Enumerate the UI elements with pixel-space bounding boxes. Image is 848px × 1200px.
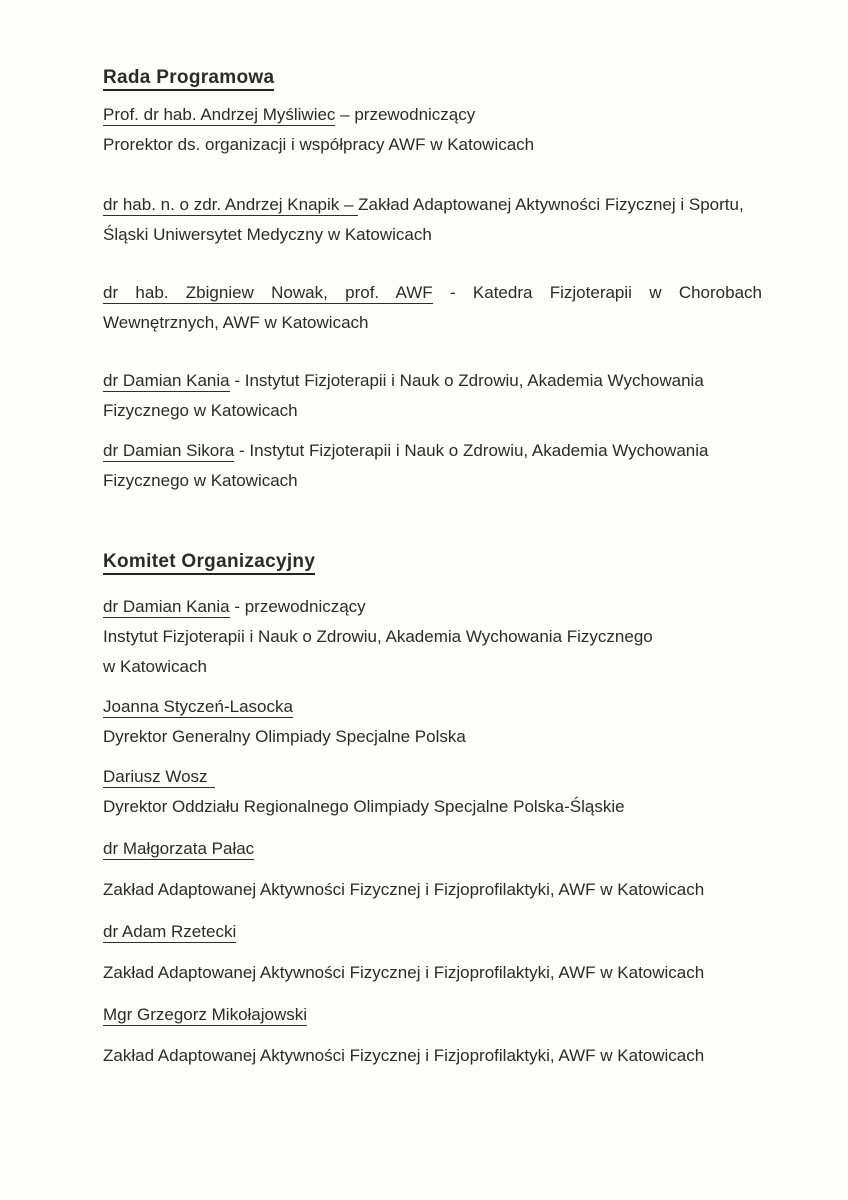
member-entry [103, 917, 762, 988]
text-line [103, 622, 762, 652]
member-role: Dyrektor Generalny Olimpiady Specjalne Polska [103, 727, 466, 746]
text-line [103, 100, 762, 130]
member-name: dr Adam Rzetecki [103, 922, 237, 941]
member-affiliation: Zakład Adaptowanej Aktywności Fizycznej i Fizjoprofilaktyki, AWF w Katowicach [103, 1046, 705, 1065]
text-line [103, 220, 762, 250]
section-heading-rada-programowa [103, 64, 762, 92]
member-affiliation: Śląski Uniwersytet Medyczny w Katowicach [103, 225, 432, 244]
member-name: dr Damian Kania [103, 597, 230, 616]
member-affiliation: Instytut Fizjoterapii i Nauk o Zdrowiu, Akademia Wychowania Fizycznego [103, 627, 653, 646]
member-entry [103, 366, 762, 426]
member-name: dr Damian Kania [103, 371, 230, 390]
member-name: Joanna Styczeń-Lasocka [103, 697, 293, 716]
member-name: dr Małgorzata Pałac [103, 839, 255, 858]
text-line [103, 792, 762, 822]
member-entry [103, 834, 762, 905]
text-line [103, 396, 762, 426]
member-entry [103, 762, 762, 822]
member-name: dr hab. n. o zdr. Andrzej Knapik – [103, 195, 359, 214]
text-line [103, 958, 762, 988]
text-line [103, 366, 762, 396]
text-line [103, 308, 762, 338]
member-name: Mgr Grzegorz Mikołajowski [103, 1005, 308, 1024]
member-entry [103, 436, 762, 496]
member-entry [103, 1000, 762, 1071]
member-name: Dariusz Wosz [103, 767, 215, 788]
text-line [103, 190, 762, 220]
member-affiliation: Zakład Adaptowanej Aktywności Fizycznej i Sportu, [358, 195, 744, 214]
text-line [103, 278, 762, 308]
member-name: dr Damian Sikora [103, 441, 235, 460]
member-affiliation: - Instytut Fizjoterapii i Nauk o Zdrowiu, Akademia Wychowania [234, 441, 709, 460]
member-entry [103, 592, 762, 682]
text-line [103, 652, 762, 682]
member-affiliation: - Katedra Fizjoterapii w Chorobach [432, 283, 762, 302]
member-affiliation: Zakład Adaptowanej Aktywności Fizycznej i Fizjoprofilaktyki, AWF w Katowicach [103, 880, 705, 899]
section-heading-text: Komitet Organizacyjny [103, 551, 315, 575]
text-line [103, 1041, 762, 1071]
text-line [103, 875, 762, 905]
text-line [103, 436, 762, 466]
member-affiliation: - Instytut Fizjoterapii i Nauk o Zdrowiu, Akademia Wychowania [229, 371, 704, 390]
member-entry [103, 100, 762, 160]
text-line [103, 466, 762, 496]
member-affiliation: w Katowicach [103, 657, 207, 676]
member-role: – przewodniczący [335, 105, 476, 124]
member-affiliation: Fizycznego w Katowicach [103, 471, 298, 490]
text-line [103, 722, 762, 752]
member-affiliation: Wewnętrznych, AWF w Katowicach [103, 313, 369, 332]
section-heading-komitet-organizacyjny [103, 548, 762, 576]
text-line [103, 1000, 762, 1030]
text-line [103, 762, 762, 792]
member-role: Dyrektor Oddziału Regionalnego Olimpiady Specjalne Polska-Śląskie [103, 797, 625, 816]
member-entry [103, 278, 762, 338]
text-line [103, 917, 762, 947]
member-entry [103, 190, 762, 250]
text-line [103, 834, 762, 864]
member-name: dr hab. Zbigniew Nowak, prof. AWF [103, 283, 433, 302]
text-line [103, 130, 762, 160]
text-line [103, 692, 762, 722]
text-line [103, 592, 762, 622]
member-entry [103, 692, 762, 752]
member-affiliation: Fizycznego w Katowicach [103, 401, 298, 420]
member-name: Prof. dr hab. Andrzej Myśliwiec [103, 105, 336, 124]
member-affiliation: Zakład Adaptowanej Aktywności Fizycznej i Fizjoprofilaktyki, AWF w Katowicach [103, 963, 705, 982]
member-role: - przewodniczący [229, 597, 366, 616]
member-affiliation: Prorektor ds. organizacji i współpracy AWF w Katowicach [103, 135, 535, 154]
section-heading-text: Rada Programowa [103, 67, 274, 91]
